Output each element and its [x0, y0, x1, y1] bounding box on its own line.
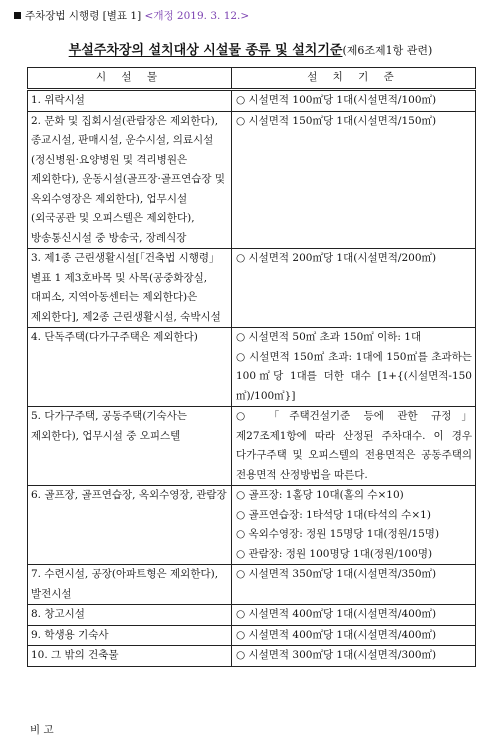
table-row — [28, 646, 476, 667]
table-row — [28, 249, 476, 328]
standard-cell — [232, 565, 476, 605]
revision-note: <개정 2019. 3. 12.> — [144, 10, 250, 22]
table-row — [28, 90, 476, 112]
parking-standards-table — [27, 67, 476, 667]
standard-cell — [232, 90, 476, 112]
standard-item: ○ 골프장: 1홀당 10대(홀의 수×10) — [236, 489, 404, 501]
standard-item: ○ 시설면적 400㎡당 1대(시설면적/400㎡) — [236, 608, 437, 620]
header-text: 주차장법 시행령 [별표 1] — [25, 10, 145, 22]
table-row — [28, 407, 476, 486]
standard-cell — [232, 111, 476, 249]
facility-cell: 5. 다가구주택, 공동주택(기숙사는 제외한다), 업무시설 중 오피스텔 — [28, 407, 232, 486]
standard-item: ○ 「주택건설기준 등에 관한 규정」 제27조제1항에 따라 산정된 주차대수. 이 경우 다가구주택 및 오피스텔의 전용면적은 공동주택의 전용면적 산정방법을 따른다. — [236, 410, 472, 481]
table-row — [28, 565, 476, 605]
standard-cell — [232, 249, 476, 328]
footer-note-label: 비 고 — [30, 724, 54, 736]
facility-cell: 9. 학생용 기숙사 — [28, 625, 232, 646]
standard-item: ○ 시설면적 150㎡ 초과: 1대에 150㎡를 초과하는 100㎡당 1대를 더한 대수 [1+{(시설면적-150㎡)/100㎡}] — [236, 350, 472, 402]
standard-item: ○ 시설면적 50㎡ 초과 150㎡ 이하: 1대 — [236, 331, 422, 343]
facility-cell: 2. 문화 및 집회시설(관람장은 제외한다), 종교시설, 판매시설, 운수시설, 의료시설(정신병원·요양병원 및 격리병원은 제외한다), 운동시설(골프장·골프연습장 및 옥외수영장은 제외한다), 업무시설(외국공관 및 오피스텔은 제외한다), 방송통신시설 중 방송국, 장례식장 — [28, 111, 232, 249]
table-row — [28, 486, 476, 565]
standard-item: ○ 시설면적 200㎡당 1대(시설면적/200㎡) — [236, 252, 437, 264]
table-row — [28, 625, 476, 646]
standard-item: ○ 시설면적 150㎡당 1대(시설면적/150㎡) — [236, 114, 437, 127]
facility-cell: 1. 위락시설 — [28, 90, 232, 112]
standard-cell — [232, 646, 476, 667]
table-row — [28, 111, 476, 249]
table-header-row — [28, 68, 476, 90]
standard-item: ○ 시설면적 100㎡당 1대(시설면적/100㎡) — [236, 94, 437, 106]
standard-cell — [232, 486, 476, 565]
standard-cell — [232, 407, 476, 486]
title-main: 부설주차장의 설치대상 시설물 종류 및 설치기준 — [68, 43, 343, 58]
table-row — [28, 605, 476, 626]
header-standard: 설 치 기 준 — [232, 68, 476, 90]
standard-item: ○ 시설면적 300㎡당 1대(시설면적/300㎡) — [236, 649, 437, 661]
standard-item: ○ 시설면적 400㎡당 1대(시설면적/400㎡) — [236, 628, 437, 641]
standard-item: ○ 골프연습장: 1타석당 1대(타석의 수×1) — [236, 508, 431, 521]
standard-item: ○ 옥외수영장: 정원 15명당 1대(정원/15명) — [236, 528, 440, 540]
standard-cell — [232, 605, 476, 626]
standard-cell — [232, 328, 476, 407]
square-bullet-icon — [14, 12, 21, 19]
standard-cell — [232, 625, 476, 646]
facility-cell: 6. 골프장, 골프연습장, 옥외수영장, 관람장 — [28, 486, 232, 565]
facility-cell: 3. 제1종 근린생활시설[「건축법 시행령」 별표 1 제3호바목 및 사목(공중화장실, 대피소, 지역아동센터는 제외한다)은 제외한다], 제2종 근린생활시설, 숙박시설 — [28, 249, 232, 328]
standard-item: ○ 시설면적 350㎡당 1대(시설면적/350㎡) — [236, 568, 437, 580]
table-row — [28, 328, 476, 407]
standard-item: ○ 관람장: 정원 100명당 1대(정원/100명) — [236, 547, 433, 560]
title-sub: (제6조제1항 관련) — [342, 44, 433, 57]
facility-cell: 7. 수련시설, 공장(아파트형은 제외한다), 발전시설 — [28, 565, 232, 605]
facility-cell: 8. 창고시설 — [28, 605, 232, 626]
page-title — [0, 39, 501, 58]
facility-cell: 4. 단독주택(다가구주택은 제외한다) — [28, 328, 232, 407]
facility-cell: 10. 그 밖의 건축물 — [28, 646, 232, 667]
document-header — [14, 8, 249, 23]
header-facility: 시 설 물 — [28, 68, 232, 90]
